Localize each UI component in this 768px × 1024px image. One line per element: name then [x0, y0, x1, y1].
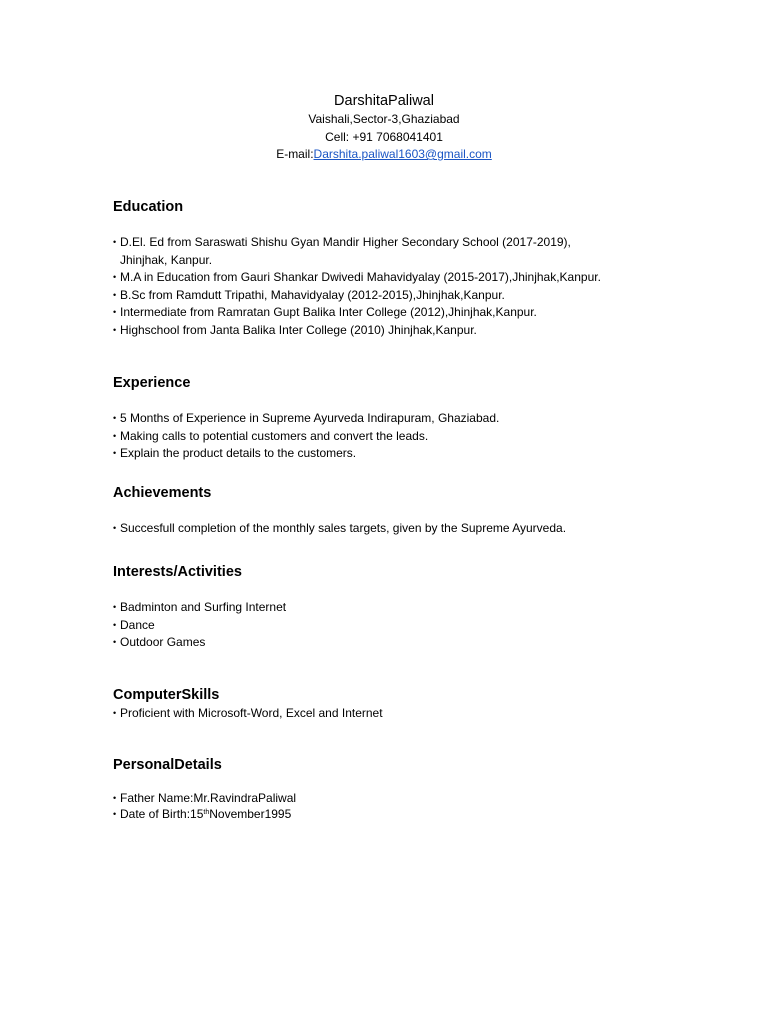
- education-item: • D.El. Ed from Saraswati Shishu Gyan Mandir Higher Secondary School (2017-2019),: [113, 234, 673, 252]
- experience-item: • Explain the product details to the customers.: [113, 445, 673, 463]
- personal-details-title: PersonalDetails: [113, 757, 222, 773]
- date-of-birth: [113, 806, 673, 822]
- dob-ordinal: th: [203, 809, 210, 816]
- interest-item: • Outdoor Games: [113, 634, 673, 652]
- personal-details-list: [113, 790, 673, 822]
- education-item: • M.A in Education from Gauri Shankar Dwivedi Mahavidyalay (2015-2017),Jhinjhak,Kanpur.: [113, 269, 673, 287]
- education-item-continuation: Jhinjhak, Kanpur.: [120, 252, 213, 267]
- interests-list: [113, 599, 673, 652]
- experience-list: [113, 410, 673, 463]
- experience-title: Experience: [113, 375, 191, 391]
- interests-title: Interests/Activities: [113, 564, 242, 580]
- father-name: • Father Name:Mr.RavindraPaliwal: [113, 790, 673, 806]
- email-line: [0, 146, 768, 164]
- education-item: • Intermediate from Ramratan Gupt Balika Inter College (2012),Jhinjhak,Kanpur.: [113, 304, 673, 322]
- resume-header: [0, 91, 768, 164]
- education-title: Education: [113, 199, 184, 215]
- cell-number: Cell: +91 7068041401: [325, 129, 443, 144]
- education-list: [113, 234, 673, 339]
- address: Vaishali,Sector-3,Ghaziabad: [308, 112, 460, 126]
- achievements-section: [113, 484, 673, 538]
- interest-item: • Badminton and Surfing Internet: [113, 599, 673, 617]
- education-item: • B.Sc from Ramdutt Tripathi, Mahavidyalay (2012-2015),Jhinjhak,Kanpur.: [113, 287, 673, 305]
- education-section: [113, 198, 673, 339]
- achievement-item: • Succesfull completion of the monthly sales targets, given by the Supreme Ayurveda.: [113, 520, 673, 538]
- computer-skill-item: • Proficient with Microsoft-Word, Excel and Internet: [113, 705, 673, 723]
- interests-section: [113, 563, 673, 652]
- experience-section: [113, 374, 673, 463]
- candidate-name: DarshitaPaliwal: [334, 93, 434, 109]
- experience-item: • 5 Months of Experience in Supreme Ayurveda Indirapuram, Ghaziabad.: [113, 410, 673, 428]
- computer-skills-section: [113, 686, 673, 723]
- experience-item: • Making calls to potential customers and convert the leads.: [113, 428, 673, 446]
- dob-prefix: Date of Birth:15: [120, 807, 204, 821]
- dob-suffix: November1995: [209, 807, 292, 821]
- achievements-title: Achievements: [113, 485, 212, 501]
- email-link[interactable]: Darshita.paliwal1603@gmail.com: [313, 147, 492, 161]
- personal-details-section: [113, 756, 673, 822]
- interest-item: • Dance: [113, 617, 673, 635]
- education-item: • Highschool from Janta Balika Inter College (2010) Jhinjhak,Kanpur.: [113, 322, 673, 340]
- achievements-list: [113, 520, 673, 538]
- email-label: E-mail:: [276, 147, 314, 161]
- computer-skills-list: [113, 705, 673, 723]
- computer-skills-title: ComputerSkills: [113, 687, 220, 703]
